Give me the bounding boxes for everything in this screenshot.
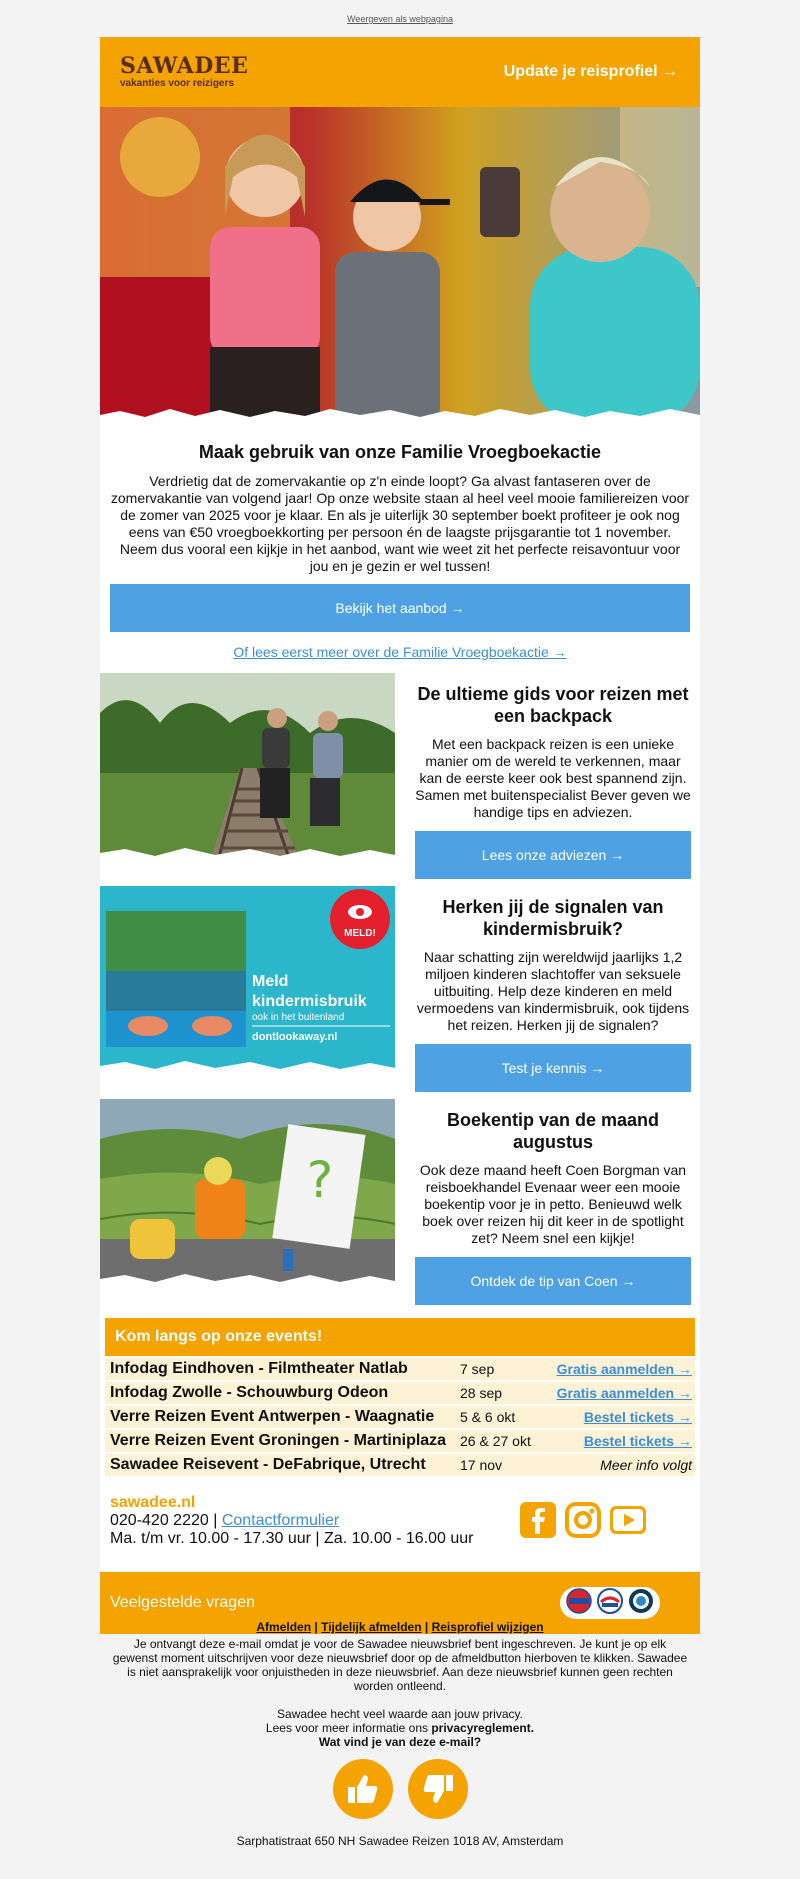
article-backpack (100, 673, 700, 886)
article-title: Herken jij de signalen van kindermisbruik? (442, 897, 664, 939)
article-title: De ultieme gids voor reizen met een backpack (417, 684, 689, 726)
newsletter-body (100, 37, 700, 1634)
article-booktip (100, 1099, 700, 1312)
article-child-abuse-text (415, 896, 691, 1092)
privacy-line-2: Lees voor meer informatie ons (265, 1721, 432, 1735)
faq-link[interactable]: Veelgestelde vragen (110, 1594, 255, 1611)
read-more-link[interactable]: Of lees eerst meer over de Familie Vroegboekactie → (233, 644, 567, 660)
event-date: 28 sep (460, 1385, 503, 1401)
event-row (105, 1358, 695, 1380)
event-action-link[interactable]: Gratis aanmelden → (556, 1385, 692, 1401)
view-as-webpage-link[interactable]: Weergeven als webpagina (347, 14, 453, 24)
certification-badges (560, 1587, 660, 1619)
event-row (105, 1430, 695, 1452)
intro-section (100, 425, 700, 660)
calamiteitenfonds-badge (628, 1588, 654, 1619)
anvr-badge (566, 1588, 592, 1619)
feedback-question: Wat vind je van deze e-mail? (318, 1735, 482, 1749)
event-name: Sawadee Reisevent - DeFabrique, Utrecht (110, 1456, 426, 1473)
event-date: 5 & 6 okt (460, 1409, 516, 1425)
article-backpack-text (415, 683, 691, 879)
event-name: Verre Reizen Event Antwerpen - Waagnatie (110, 1408, 435, 1425)
header-bar (100, 37, 700, 107)
thumbs-down-icon[interactable] (408, 1759, 468, 1819)
event-action-link[interactable]: Bestel tickets → (583, 1409, 692, 1425)
intro-body: Verdrietig dat de zomervakantie op z'n einde loopt? Ga alvast fantaseren over de zomervakantie van volgend jaar! Op onze website staan al heel veel mooie familiereizen voor de zomer van 2025 voor je klaar. En als je uiterlijk 30 september boekt profiteer je ook nog eens van €50 vroegboekkorting per persoon én de laagste prijsgarantie tot 1 november. Neem dus vooral een kijkje in het aanbod, want wie weet zit het perfecte reisavontuur voor jou en je gezin er wel tussen! (110, 473, 690, 574)
event-row (105, 1454, 695, 1476)
image-line3: ook in het buitenland (252, 1012, 345, 1023)
feedback-buttons (100, 1759, 700, 1819)
read-advice-button[interactable]: Lees onze adviezen → (415, 831, 691, 879)
company-address: Sarphatistraat 650 NH Sawadee Reizen 1018 AV, Amsterdam (236, 1834, 564, 1848)
booktip-image[interactable] (100, 1099, 395, 1287)
separator: | (208, 1512, 222, 1529)
event-action-cell (550, 1430, 695, 1452)
article-title: Boekentip van de maand augustus (446, 1110, 660, 1152)
event-name: Infodag Eindhoven - Filmtheater Natlab (110, 1360, 408, 1377)
article-body: Met een backpack reizen is een unieke manier om de wereld te verkennen, maar kan de eerste keer ook best spannend zijn. Samen met buitenspecialist Bever geven we handige tips en adviezen. (415, 736, 691, 820)
event-row (105, 1406, 695, 1428)
site-link[interactable]: sawadee.nl (110, 1494, 196, 1511)
events-section (105, 1318, 695, 1476)
article-booktip-text (415, 1109, 691, 1305)
view-offer-button[interactable]: Bekijk het aanbod → (110, 584, 690, 632)
event-action-link[interactable]: Bestel tickets → (583, 1433, 692, 1449)
event-action-cell (550, 1382, 695, 1404)
instagram-icon[interactable] (565, 1502, 601, 1543)
test-knowledge-button[interactable]: Test je kennis → (415, 1044, 691, 1092)
events-heading: Kom langs op onze events! (105, 1318, 695, 1356)
social-links (520, 1502, 646, 1543)
logo-wordmark: SAWADEE (120, 53, 249, 79)
contact-section (100, 1476, 700, 1572)
unsubscribe-link[interactable]: Afmelden (256, 1620, 312, 1634)
contact-form-link[interactable]: Contactformulier (221, 1512, 340, 1529)
article-child-abuse (100, 886, 700, 1099)
logo-tagline: vakanties voor reizigers (120, 78, 234, 89)
bottom-footer: Afmelden | Tijdelijk afmelden | Reisprofiel wijzigen Je ontvangt deze e-mail omdat je voor de Sawadee nieuwsbrief bent ingeschreven. Je kunt je op elk gewenst moment uitschrijven voor deze nieuwsbrief door op de afmeldbutton hierboven te klikken. Sawadee is niet aansprakelijk voor onjuistheden in deze nieuwsbrief. Aan deze nieuwsbrief kunnen geen rechten worden ontleend. Sawadee hecht veel waarde aan jouw privacy. Lees voor meer informatie ons privacyreglement. Wat vind je van deze e-mail? Sarphatistraat 650 NH Sawadee Reizen 1018 AV, Amsterdam (100, 1620, 700, 1848)
event-date: 17 nov (460, 1457, 503, 1473)
update-profile-link[interactable]: Update je reisprofiel → (503, 63, 678, 80)
image-url: dontlookaway.nl (252, 1031, 338, 1043)
legal-text: Je ontvangt deze e-mail omdat je voor de Sawadee nieuwsbrief bent ingeschreven. Je kunt je op elk gewenst moment uitschrijven voor deze nieuwsbrief door op de afmeldbutton hierboven te klikken. Sawadee is niet aansprakelijk voor onjuistheden in deze nieuwsbrief. Aan deze nieuwsbrief kunnen geen rechten worden ontleend. (112, 1637, 688, 1693)
phone-number[interactable]: 020-420 2220 (110, 1512, 209, 1529)
edit-profile-link[interactable]: Reisprofiel wijzigen (431, 1620, 544, 1634)
event-date: 26 & 27 okt (460, 1433, 531, 1449)
backpack-image[interactable] (100, 673, 395, 861)
temp-unsubscribe-link[interactable]: Tijdelijk afmelden (321, 1620, 422, 1634)
event-name: Infodag Zwolle - Schouwburg Odeon (110, 1384, 389, 1401)
event-action-text: Meer info volgt (600, 1457, 692, 1473)
event-action-cell (550, 1454, 695, 1476)
privacy-policy-link[interactable]: privacyreglement. (431, 1721, 535, 1735)
sgr-badge (597, 1588, 623, 1619)
event-action-cell (550, 1358, 695, 1380)
privacy-line-1: Sawadee hecht veel waarde aan jouw privacy. (277, 1707, 523, 1721)
facebook-icon[interactable] (520, 1502, 556, 1543)
event-action-cell (550, 1406, 695, 1428)
event-action-link[interactable]: Gratis aanmelden → (556, 1361, 692, 1377)
dontlookaway-image[interactable] (100, 886, 395, 1074)
event-date: 7 sep (460, 1361, 495, 1377)
article-body: Ook deze maand heeft Coen Borgman van reisboekhandel Evenaar weer een mooie boekentip voor je in petto. Benieuwd welk boek over reizen hij dit keer in de spotlight zet? Neem snel een kijkje! (419, 1162, 687, 1246)
article-body: Naar schatting zijn wereldwijd jaarlijks 1,2 miljoen kinderen slachtoffer van seksuele uitbuiting. Help deze kinderen en meld vermoedens van kindermisbruik, ook tijdens het reizen. Herken jij de signalen? (416, 949, 690, 1033)
thumbs-up-icon[interactable] (333, 1759, 393, 1819)
svg-text:?: ? (306, 1151, 334, 1209)
discover-tip-button[interactable]: Ontdek de tip van Coen → (415, 1257, 691, 1305)
opening-hours: Ma. t/m vr. 10.00 - 17.30 uur | Za. 10.00 - 16.00 uur (110, 1530, 474, 1547)
image-line1: Meld (252, 973, 289, 990)
intro-title: Maak gebruik van onze Familie Vroegboekactie (198, 442, 602, 462)
hero-image (100, 107, 700, 425)
event-row (105, 1382, 695, 1404)
meld-label: MELD! (344, 928, 376, 939)
event-name: Verre Reizen Event Groningen - Martiniplaza (110, 1432, 447, 1449)
image-line2: kindermisbruik (252, 993, 367, 1010)
youtube-icon[interactable] (610, 1502, 646, 1543)
sawadee-logo[interactable] (120, 55, 248, 89)
